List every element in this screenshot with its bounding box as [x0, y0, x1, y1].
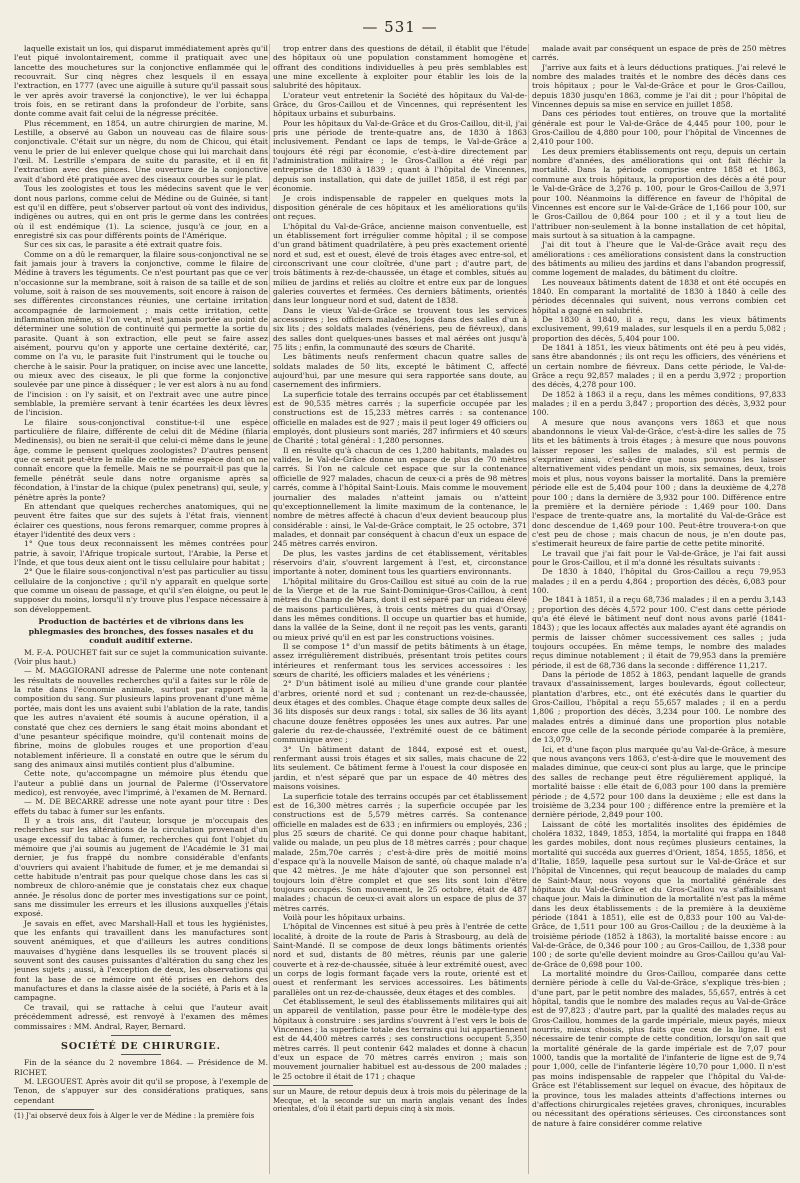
- paragraph: Je crois indispensable de rappeler en quelques mots la disposition générale de ces hôpitaux et les améliorations qu'ils ont reçues.: [273, 193, 527, 222]
- paragraph: L'hôpital de Vincennes est situé à peu près à l'entrée de cette localité, à droite de la route de Paris à Strasbourg, au delà de Saint-Mandé. Il se compose de deux longs bâtiments orientés nord et sud, distants de 80 mètres, réunis par une galerie couverte et à rez-de-chaussée, située à leur extrémité ouest, avec un corps de logis formant façade vers la route, orienté est et ouest et renfermant les services accessoires. Les bâtiments parallèles ont un rez-de-chaussée, deux étages et des combles.: [273, 922, 527, 997]
- divider: [111, 1035, 171, 1036]
- paragraph: L'hôpital du Val-de-Grâce, ancienne maison conventuelle, est un établissement fort irrégulier comme hôpital ; il se compose d'un grand bâtiment quadrilatère, à peu près exactement orienté nord et sud, est et ouest, élevé de trois étages avec entre-sol, et circonscrivant une cour cloîtrée, d'une part ; d'autre part, de trois bâtiments à rez-de-chaussée, un étage et combles, situés au milieu de jardins et reliés au cloître et entre eux par de longues galeries couvertes et fermées. Ces derniers bâtiments, orientés dans leur longueur nord et sud, datent de 1838.: [273, 221, 527, 306]
- paragraph: 1° Que tous deux reconnaissent les mêmes contrées pour patrie, à savoir, l'Afrique tropicale surtout, l'Arabie, la Perse et l'Inde, et que tous deux aient ont le tissu cellulaire pour habitat ;: [14, 539, 268, 567]
- paragraph: De plus, les vastes jardins de cet établissement, véritables réservoirs d'air, s'ouvrent largement à l'est, et, circonstance importante à noter, dominent tous les quartiers environnants.: [273, 548, 527, 577]
- page-number: — 531 —: [362, 18, 438, 36]
- paragraph: Les deux premiers établissements ont reçu, depuis un certain nombre d'années, des améliorations qui ont fait fléchir la mortalité. Dans la période comprise entre 1858 et 1863, commune aux trois hôpitaux, la proportion des décès a été pour le Val-de-Grâce de 3,276 p. 100, pour le Gros-Caillou de 3,971 pour 100. Néanmoins la différence en faveur de l'hôpital de Vincennes est encore sur le Val-de-Grâce de 1,166 pour 100, sur le Gros-Caillou de 0,864 pour 100 ; et il y a tout lieu de l'attribuer non-seulement à la bonne installation de cet hôpital, mais surtout à sa situation à la campagne.: [532, 146, 786, 240]
- paragraph: — M. DE BECARRE adresse une note ayant pour titre : Des effets du tabac à fumer sur les enfants.: [14, 797, 268, 816]
- section-heading: Production de bactéries et de vibrions dans les phlegmasies des bronches, des fosses nasales et du conduit auditif externe.: [28, 616, 254, 646]
- paragraph: malade avait par conséquent un espace de près de 250 mètres carrés.: [532, 44, 786, 63]
- footnote: (1) J'ai observé deux fois à Alger le ver de Médine : la première fois: [14, 1111, 255, 1120]
- paragraph: De 1852 à 1863 il a reçu, dans les mêmes conditions, 97,833 malades ; il en a perdu 3,847 ; proportion des décès, 3,932 pour 100.: [532, 389, 786, 418]
- paragraph: Tous les zoologistes et tous les médecins savent que le ver dont nous parlons, comme celui de Médine ou de Guinée, si tant est qu'il en diffère, peut s'observer partout où vont des individus, indigènes ou autres, qui en ont pris le germe dans les contrées où il est endémique (1). La science, jusqu'à ce jour, en a enregistré six cas pour différents points de l'Amérique.: [14, 184, 268, 240]
- column-separator: [269, 44, 270, 1174]
- column-right: [532, 44, 786, 1174]
- paragraph: Il y a trois ans, dit l'auteur, lorsque je m'occupais des recherches sur les altérations de la circulation provenant d'un usage excessif du tabac à fumer, recherches qui font l'objet du mémoire que j'ai soumis au jugement de l'Académie le 31 mai dernier, je fus frappé du nombre considérable d'enfants d'ouvriers qui avaient l'habitude de fumer, et je me demandai si cette habitude n'entrait pas pour quelque chose dans les cas si nombreux de chloro-anémie que je constatais chez eux chaque année. Je résolus donc de porter mes investigations sur ce point, sans me dissimuler les erreurs et les illusions auxquelles j'étais exposé.: [14, 815, 268, 919]
- paragraph: Les nouveaux bâtiments datent de 1838 et ont été occupés en 1840. En comparant la mortalité de 1830 à 1840 à celle des périodes décennales qui suivent, nous verrons combien cet hôpital a gagné en salubrité.: [532, 277, 786, 315]
- paragraph: En attendant que quelques recherches anatomiques, qui ne peuvent être faites que sur des sujets à l'état frais, viennent éclairer ces questions, nous ferons remarquer, comme propres à étayer l'identité des deux vers :: [14, 501, 268, 539]
- paragraph: Je savais en effet, avec Marshall-Hall et tous les hygiénistes, que les enfants qui travaillent dans les manufactures sont souvent anémiques, et que d'ailleurs les autres conditions mauvaises d'hygiène dans lesquelles ils se trouvent placés si souvent sont des causes puissantes d'altération du sang chez les jeunes sujets ; aussi, à l'exception de deux, les observations qui font la base de ce mémoire ont été prises en dehors des manufactures et dans la classe aisée de la société, à Paris et à la campagne.: [14, 918, 268, 1003]
- paragraph: Il en résulte qu'à chacun de ces 1,280 habitants, malades ou valides, le Val-de-Grâce donne un espace de plus de 70 mètres carrés. Si l'on ne calcule cet espace que sur la contenance officielle de 927 malades, chacun de ceux-ci a près de 98 mètres carrés, comme à l'hôpital Saint-Louis. Mais comme le mouvement journalier des malades n'atteint jamais ou n'atteint qu'exceptionnellement la limite maximum de la contenance, le nombre de mètres affecté à chacun d'eux devient beaucoup plus considérable : ainsi, le Val-de-Grâce comptait, le 25 octobre, 371 malades, et donnait par conséquent à chacun d'eux un espace de 245 mètres carrés environ.: [273, 445, 527, 549]
- paragraph: L'hôpital militaire du Gros-Caillou est situé au coin de la rue de la Vierge et de la rue Saint-Dominique-Gros-Caillou, à cent mètres du Champ de Mars, dont il est séparé par un rideau élevé de maisons particulières, à trois cents mètres du quai d'Orsay, dans les mêmes conditions. Il occupe un quartier bas et humide, dans la vallée de la Seine, dont il ne reçoit pas les vents, garanti ou mieux privé qu'il en est par les constructions voisines.: [273, 576, 527, 642]
- column-separator: [528, 44, 529, 1174]
- paragraph: La mortalité moindre du Gros-Caillou, comparée dans cette dernière période à celle du Val-de-Grâce, s'explique très-bien ; d'une part, par le petit nombre des malades, 55,657, entrés à cet hôpital, tandis que le nombre des malades reçus au Val-de-Grâce est de 97,823 ; d'autre part, par la qualité des malades reçus au Gros-Caillou, hommes de la garde impériale, mieux payés, mieux nourris, mieux choisis, plus faits que ceux de la ligne. Il est nécessaire de tenir compte de cette condition, lorsqu'on sait que la mortalité générale de la garde impériale est de 7,07 pour 1000, tandis que la mortalité de l'infanterie de ligne est de 9,74 pour 1,000, celle de l'infanterie légère 10,70 pour 1,000. Il n'est pas moins indispensable de rappeler que l'hôpital du Val-de-Grâce est l'établissement sur lequel on évacue, des hôpitaux de la province, tous les malades atteints d'affections internes ou d'affections chirurgicales rejetées graves, chroniques, incurables ou nécessitant des opérations sérieuses. Ces circonstances sont de nature à faire considérer comme relative: [532, 969, 786, 1128]
- footnote-rule: [273, 1085, 353, 1086]
- paragraph: laquelle existait un ïos, qui disparut immédiatement après qu'il l'eut piqué involontairement, comme il pratiquait avec une lancette des mouchetures sur la conjonctive enflammée qui le recouvrait. Sur cinq nègres chez lesquels il en essaya l'extraction, en 1777 (avec une aiguille à suture qu'il passait sous le ver après avoir traversé la conjonctive), le ver lui échappa trois fois, en se retirant dans la profondeur de l'orbite, sans donte comme avait fait celui de la négresse précitée.: [14, 44, 268, 119]
- paragraph: Voilà pour les hôpitaux urbains.: [283, 912, 406, 922]
- paragraph: M. F.-A. POUCHET fait sur ce sujet la communication suivante. (Voir plus haut.): [14, 647, 268, 667]
- paragraph: Pour les hôpitaux du Val-de-Grâce et du Gros-Caillou, dit-il, j'ai pris une période de trente-quatre ans, de 1830 à 1863 inclusivement. Pendant ce laps de temps, le Val-de-Grâce a toujours été régi par économie, c'est-à-dire directement par l'administration militaire ; le Gros-Caillou a été régi par entreprise de 1830 à 1839 ; quant à l'hôpital de Vincennes, depuis son installation, qui date de juillet 1858, il est régi par économie.: [273, 118, 527, 194]
- paragraph: Laissant de côté les mortalités insolites des épidémies de choléra 1832, 1849, 1853, 1854, la mortalité qui frappa en 1848 les gardes mobiles, dont nous reçûmes plusieurs centaines, la mortalité qui succéda aux guerres d'Orient, 1854, 1855, 1856, et d'Italie, 1859, laquelle pesa surtout sur le Val-de-Grâce et sur l'hôpital de Vincennes, qui reçut beaucoup de malades du camp de Saint-Maur, nous voyons que la mortalité générale des hôpitaux du Val-de-Grâce et du Gros-Caillou va s'affaiblissant chaque jour. Mais la diminution de la mortalité n'est pas la même dans les deux établissements : de la première à la deuxième période (1841 à 1851), elle est de 0,833 pour 100 au Val-de-Grâce, de 1,511 pour 100 au Gros-Caillou ; de la deuxième à la troisième période (1852 à 1863), la mortalité baisse encore : au Val-de-Grâce, de 0,346 pour 100 ; au Gros-Caillou, de 1,338 pour 100 ; de sorte qu'elle devient moindre au Gros-Caillou qu'au Val-de-Grâce de 0,698 pour 100.: [532, 819, 786, 969]
- paragraph: Le filaire sous-conjonctival constitue-t-il une espèce particulière de filaire, différente de celui dit de Médine (filaria Medinensis), ou bien ne serait-il que celui-ci même dans le jeune âge, comme le pensent quelques zoologistes? D'autres pensent que ce serait peut-être le mâle de cette même espèce dont on ne connaît encore que la femelle. Mais ne se pourrait-il pas que la femelle pénétrât seule dans notre organisme après sa fécondation, à l'instar de la chique (pulex penetrans) qui, seule, y pénètre après la ponte?: [14, 417, 268, 502]
- paragraph: De 1830 à 1840, l'hôpital du Gros-Caillou a reçu 79,953 malades ; il en a perdu 4,864 ; proportion des décès, 6,083 pour 100.: [532, 567, 786, 595]
- paragraph: Il se compose 1° d'un massif de petits bâtiments à un étage, assez irrégulièrement distribués, présentant trois petites cours intérieures et renfermant tous les services accessoires : les sœurs de charité, les officiers malades et les vénériens ;: [273, 642, 527, 680]
- paragraph: De 1830 à 1840, il a reçu, dans les vieux bâtiments exclusivement, 99,619 malades, sur lesquels il en a perdu 5,082 ; proportion des décès, 5,404 pour 100.: [532, 314, 786, 343]
- paragraph: trop entrer dans des questions de détail, il établit que l'étude des hôpitaux où une population constamment homogène et offrant des conditions individuelles à peu près semblables est une mine excellente à exploiter pour établir les lois de la salubrité des hôpitaux.: [273, 44, 527, 91]
- paragraph: 3° Un bâtiment datant de 1844, exposé est et ouest, renfermant aussi trois étages et six salles, mais chacune de 22 lits seulement. Ce bâtiment ferme à l'ouest la cour disposée en jardin, et n'est séparé que par un espace de 40 mètres des maisons voisines.: [273, 744, 527, 792]
- paragraph: Dans le vieux Val-de-Grâce se trouvent tous les services accessoires ; les officiers malades, logés dans des salles d'un à six lits ; des soldats malades (vénériens, peu de fiévreux), dans des salles dont quelques-unes basses et mal aérées ont jusqu'à 75 lits ; enfin, la communauté des sœurs de Charité.: [273, 305, 527, 352]
- paragraph: Le travail que j'ai fait pour le Val-de-Grâce, je l'ai fait aussi pour le Gros-Caillou, et il m'a donné les résultats suivants :: [532, 548, 786, 567]
- paragraph: J'ai dit tout à l'heure que le Val-de-Grâce avait reçu des améliorations : ces améliorations consistent dans la construction des bâtiments au milieu des jardins et dans l'abandon progressif, comme logement de malades, du bâtiment du cloître.: [532, 240, 786, 278]
- paragraph: M. LEGOUEST. Après avoir dit qu'il se propose, à l'exemple de Tenon, de s'appuyer sur des considérations pratiques, sans cependant: [14, 1076, 268, 1105]
- paragraph: Cet établissement, le seul des établissements militaires qui ait un appareil de ventilation, passe pour être le modèle-type des hôpitaux à construire : ses jardins s'ouvrent à l'est vers le bois de Vincennes ; la superficie totale des terrains qui lui appartiennent est de 44,400 mètres carrés ; ses constructions occupent 5,350 mètres carrés. Il peut contenir 642 malades et donne à chacun d'eux un espace de 70 mètres carrés environ ; mais son mouvement journalier habituel est au-dessous de 200 malades ; le 25 octobre il était de 171 ; chaque: [273, 997, 527, 1081]
- footnote-continued: sur un Maure, de retour depuis deux à trois mois du pèlerinage de la Mecque, et la seconde sur un marin anglais venant des Indes orientales, d'où il était parti depuis cinq à six mois.: [273, 1088, 527, 1114]
- column-middle: [273, 44, 527, 1174]
- paragraph: Ce travail, qui se rattache à celui que l'auteur avait précédemment adressé, est renvoyé à l'examen des mêmes commissaires : MM. Andral, Rayer, Bernard.: [14, 1002, 268, 1031]
- divider: [121, 1054, 161, 1055]
- paragraph: De 1841 à 1851, les vieux bâtiments ont été peu à peu vidés, sans être abandonnés ; ils ont reçu les officiers, des vénériens et un certain nombre de fiévreux. Dans cette période, le Val-de-Grâce a reçu 92,857 malades ; il en a perdu 3,972 ; proportion des décès, 4,278 pour 100.: [532, 343, 786, 390]
- paragraph: — M. MAGGIORANI adresse de Palerme une note contenant les résultats de nouvelles recherches qu'il a faites sur le rôle de la rate dans l'économie animale, surtout par rapport à la composition du sang. Sur plusieurs lapins provenant d'une même portée, mais dont les uns avaient subi l'ablation de la rate, tandis que les autres n'avaient été soumis à aucune opération, il a constaté que chez ces derniers le sang était moins abondant et d'une pesanteur spécifique moindre, qu'il contenait moins de fibrine, moins de globules rouges et une proportion d'eau notablement inférieure. Il a constaté en outre que le sérum du sang des animaux ainsi mutilés contient plus d'albumine.: [14, 666, 268, 769]
- paragraph: 2° Que le filaire sous-conjonctival n'est pas particulier au tissu cellulaire de la conjonctive ; qu'il n'y apparaît en quelque sorte que comme un oiseau de passage, et qu'il s'en éloigne, ou peut le supposer du moins, lorsqu'il n'y trouve plus l'espace nécessaire à son développement.: [14, 567, 268, 614]
- society-heading: SOCIÉTÉ DE CHIRURGIE.: [61, 1040, 221, 1052]
- column-left: [14, 44, 268, 1174]
- session-line: Fin de la séance du 2 novembre 1864. — Présidence de M. RICHET.: [14, 1058, 268, 1077]
- paragraph: A mesure que nous avançons vers 1863 et que nous abandonnons le vieux Val-de-Grâce, c'est-à-dire les salles de 75 lits et les bâtiments à trois étages ; à mesure que nous pouvons laisser reposer les salles de malades, s'il est permis de s'exprimer ainsi, c'est-à-dire que nous pouvons les laisser alternativement vides pendant un mois, six semaines, deux, trois mois et plus, nous voyons baisser la mortalité. Dans la première période elle est de 5,404 pour 100 ; dans la deuxième de 4,278 pour 100 ; dans la dernière de 3,932 pour 100. Différence entre la première et la dernière période : 1,469 pour 100. Dans l'espace de trente-quatre ans, la mortalité du Val-de-Grâce est donc descendue de 1,469 pour 100. Peut-être trouvera-t-on que c'est peu de chose ; mais chacun de nous, je n'en doute pas, s'estimerait heureux de faire partie de cette petite minorité.: [532, 417, 786, 549]
- paragraph: Cette note, qu'accompagne un mémoire plus étendu que l'auteur a publié dans un journal de Palerme (l'Osservatore medico), est renvoyée, avec l'imprimé, à l'examen de M. Bernard.: [14, 769, 268, 797]
- paragraph: Ici, et d'une façon plus marquée qu'au Val-de-Grâce, à mesure que nous avançons vers 1863, c'est-à-dire que le mouvement des malades diminue, que ceux-ci sont plus au large, que le principe des salles de rechange peut être régulièrement appliqué, la mortalité baisse : elle était de 6,083 pour 100 dans la première période ; de 4,572 pour 100 dans la deuxième ; elle est dans la troisième de 3,234 pour 100 ; différence entre la première et la dernière période, 2,849 pour 100.: [532, 744, 786, 820]
- paragraph: Plus récemment, en 1854, un autre chirurgien de marine, M. Lestille, a observé au Gabon un nouveau cas de filaire sous-conjonctivale. C'était sur un nègre, du nom de Chicou, qui était venu le prier de lui enlever quelque chose qui lui marchait dans l'œil. M. Lestrille s'empara de suite du parasite, et il en fit l'extraction avec des pinces. Une ouverture de la conjonctive avait d'abord été pratiquée avec des ciseaux courbes sur le plat.: [14, 118, 268, 184]
- paragraph: L'orateur veut entretenir la Société des hôpitaux du Val-de-Grâce, du Gros-Caillou et de Vincennes, qui représentent les hôpitaux urbains et suburbains.: [273, 90, 527, 119]
- paragraph: J'arrive aux faits et à leurs déductions pratiques. J'ai relevé le nombre des malades traités et le nombre des décès dans ces trois hôpitaux ; pour le Val-de-Grâce et pour le Gros-Caillou, depuis 1830 jusqu'en 1863, comme je l'ai dit ; pour l'hôpital de Vincennes depuis sa mise en service en juillet 1858.: [532, 62, 786, 110]
- paragraph: Dans la période de 1852 à 1863, pendant laquelle de grands travaux d'assainissement, larges boulevards, égout collecteur, plantation d'arbres, etc., ont été exécutés dans le quartier du Gros-Caillou, l'hôpital a reçu 55,657 malades ; il en a perdu 1,806 ; proportion des décès, 3,234 pour 100. Le nombre des malades entrés a diminué dans une proportion plus notable encore que celle de la seconde période comparée à la première, de 13,079.: [532, 670, 786, 745]
- paragraph: La superficie totale des terrains occupés par cet établissement est de 16,300 mètres carrés ; la superficie occupée par les constructions est de 5,579 mètres carrés. Sa contenance officielle en malades est de 633 ; en infirmiers ou employés, 236 ; plus 25 sœurs de charité. Ce qui donne pour chaque habitant, valide ou malade, un peu plus de 18 mètres carrés ; pour chaque malade, 25m,70e carrés ; c'est-à-dire près de moitié moins d'espace qu'à la nouvelle Maison de santé, où chaque malade n'a que 42 mètres. Je me hâte d'ajouter que son personnel est toujours loin d'être complet et que ses lits sont loin d'être toujours occupés. Son mouvement, le 25 octobre, était de 487 malades ; chacun de ceux-ci avait alors un espace de plus de 37 mètres carrés.: [273, 791, 527, 913]
- paragraph: Dans ces périodes tout entières, on trouve que la mortalité générale est pour le Val-de-Grâce de 4,445 pour 100, pour le Gros-Caillou de 4,880 pour 100, pour l'hôpital de Vincennes de 2,410 pour 100.: [532, 109, 786, 147]
- paragraph: Comme on a dû le remarquer, la filaire sous-conjonctival ne se fait jamais jour à travers la conjonctive, comme le filaire de Médine à travers les téguments. Ce n'est pourtant pas que ce ver n'occasionne sur la membrane, soit à raison de sa taille et de son volume, soit à raison de ses mouvements, soit encore à raison de ses différentes circonstances réunies, une certaine irritation accompagnée de larmoiement ; mais cette irritation, cette inflammation même, si l'on veut, n'est jamais portée au point de déterminer une solution de continuité qui permette la sortie du parasite. Quant à son extraction, elle peut se faire assez aisément, pourvu qu'on y apporte une certaine dextérité, car, comme on l'a vu, le parasite fuit l'instrument qui le touche ou cherche à le saisir. Pour la pratiquer, on incise avec une lancette, ou mieux avec des ciseaux, le pli que forme la conjonctive soulevée par une pince à disséquer ; le ver est alors à nu au fond de l'incision : on l'y saisit, et on l'extrait avec une autre pince semblable, la première servant à tenir écartées les deux lèvres de l'incision.: [14, 249, 268, 418]
- paragraph: Sur ces six cas, le parasite a été extrait quatre fois.: [24, 240, 223, 250]
- footnote-rule: [14, 1109, 94, 1110]
- paragraph: De 1841 à 1851, il a reçu 68,736 malades ; il en a perdu 3,143 ; proportion des décès 4,572 pour 100. C'est dans cette période qu'a été élevé le bâtiment neuf dont nous avons parlé (1841-1843) ; que les locaux affectés aux malades ayant été agrandis on permis de laisser chômer successivement ces salles ; juda toujours occupées. En même temps, le nombre des malades reçus diminue notablement ; il était de 79,953 dans la première période, il est de 68,736 dans la seconde : différence 11,217.: [532, 595, 786, 670]
- paragraph: La superficie totale des terrains occupés par cet établissement est de 90,535 mètres carrés ; la superficie occupée par les constructions est de 15,233 mètres carrés : sa contenance officielle en malades est de 927 ; mais il peut loger 49 officiers ou employés, dont plusieurs sont mariés, 287 infirmiers et 40 sœurs de Charité ; total général : 1,280 personnes.: [273, 389, 527, 446]
- paragraph: Les bâtiments neufs renferment chacun quatre salles de soldats malades de 50 lits, excepté le bâtiment C, affecté aujourd'hui, par une mesure qui sera rapportée sans doute, au casernement des infirmiers.: [273, 352, 527, 390]
- paragraph: 2° D'un bâtiment isolé au milieu d'une grande cour plantée d'arbres, orienté nord et sud ; contenant un rez-de-chaussée, deux étages et des combles. Chaque étage compte deux salles de 36 lits disposés sur deux rangs : total, six salles de 36 lits ayant chacune douze fenêtres opposées les unes aux autres. Par une galerie du rez-de-chaussée, l'extrémité ouest de ce bâtiment communique avec ;: [273, 679, 527, 745]
